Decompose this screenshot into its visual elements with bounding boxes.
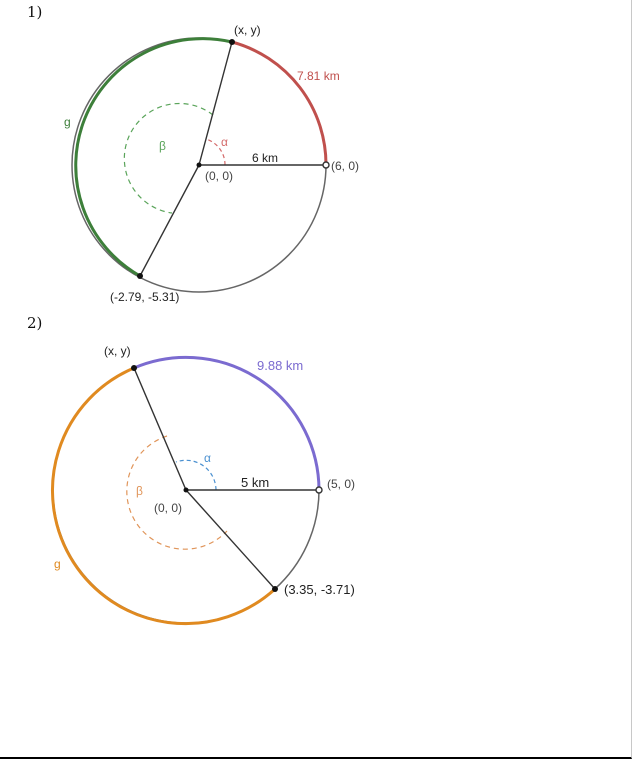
point-xy-2 xyxy=(131,365,137,371)
origin-point-1 xyxy=(197,163,202,168)
label-g-2: g xyxy=(54,557,61,571)
label-xy-2: (x, y) xyxy=(104,344,131,358)
label-alpha-1: α xyxy=(221,135,228,149)
radius-to-lower-1 xyxy=(140,165,199,276)
label-alpha-2: α xyxy=(204,451,211,465)
label-arc-length-1: 7.81 km xyxy=(297,69,340,83)
point-xy-1 xyxy=(229,39,235,45)
label-right-2: (5, 0) xyxy=(327,477,356,491)
problem-1-number: 1) xyxy=(27,3,43,21)
radius-to-lower-2 xyxy=(186,490,275,589)
arc-1 xyxy=(232,42,326,165)
label-beta-2: β xyxy=(136,484,143,498)
radius-to-xy-2 xyxy=(134,368,186,490)
problem-2-number: 2) xyxy=(27,314,43,332)
label-g-1: g xyxy=(64,115,71,129)
label-xy-1: (x, y) xyxy=(234,23,261,37)
label-radius-1: 6 km xyxy=(252,151,279,165)
diagram-1 xyxy=(64,23,359,304)
label-arc-length-2: 9.88 km xyxy=(257,358,304,373)
big-arc-2 xyxy=(52,368,275,624)
label-origin-1: (0, 0) xyxy=(205,169,234,183)
label-right-1: (6, 0) xyxy=(331,159,360,173)
point-lower-2 xyxy=(272,586,278,592)
diagram-2 xyxy=(52,344,355,624)
origin-point-2 xyxy=(184,488,189,493)
point-right-1 xyxy=(323,162,329,168)
big-arc-1 xyxy=(76,39,232,276)
beta-arc-1 xyxy=(124,103,213,213)
label-beta-1: β xyxy=(159,139,166,153)
label-lower-1: (-2.79, -5.31) xyxy=(110,290,180,304)
label-radius-2: 5 km xyxy=(241,475,270,490)
point-right-2 xyxy=(316,487,322,493)
label-origin-2: (0, 0) xyxy=(154,501,183,515)
point-lower-1 xyxy=(137,273,143,279)
arc-2 xyxy=(134,357,319,490)
label-lower-2: (3.35, -3.71) xyxy=(284,582,355,597)
